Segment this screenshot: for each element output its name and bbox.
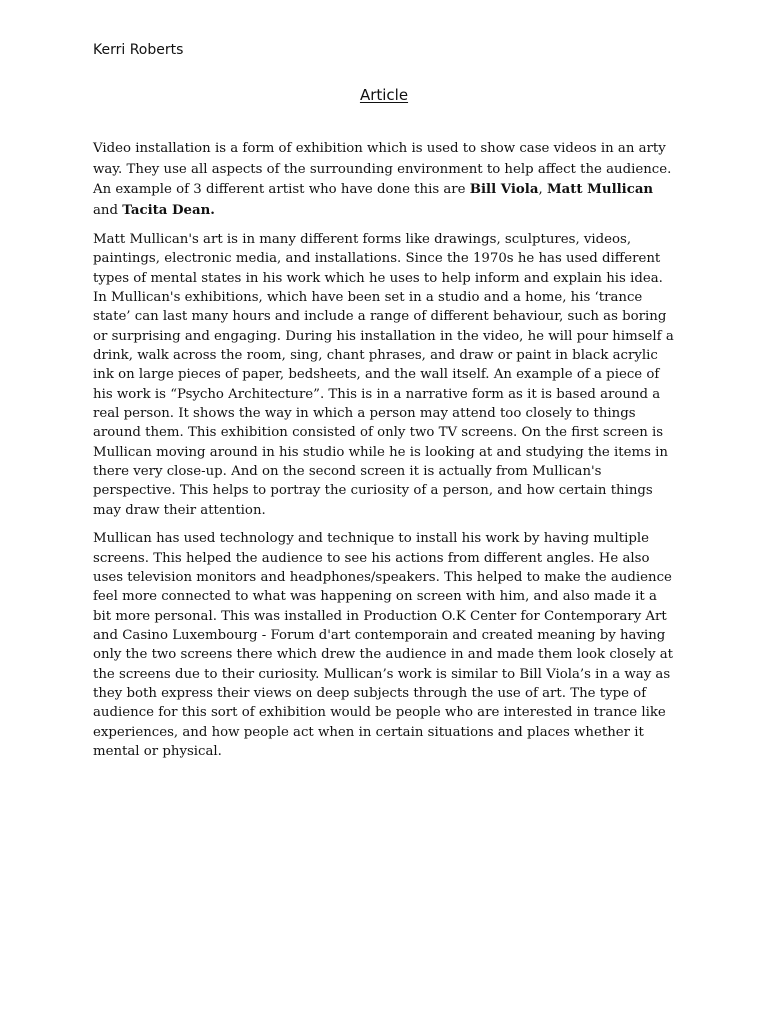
paragraph-mullican-art: Matt Mullican's art is in many different forms like drawings, sculptures, videos, paintings, electronic media, and installations. Since the 1970s he has used different types of mental states in his work which he uses to help inform and explain his idea. In Mullican's exhibitions, which have been set in a studio and a home, his ‘trance state’ can last many hours and include a range of different behaviour, such as boring or surprising and engaging. During his installation in the video, he will pour himself a drink, walk across the room, sing, chant phrases, and draw or paint in black acrylic ink on large pieces of paper, bedsheets, and the wall itself. An example of a piece of his work is “Psycho Architecture”. This is in a narrative form as it is based around a real person. It shows the way in which a person may attend too closely to things around them. This exhibition consisted of only two TV screens. On the first screen is Mullican moving around in his studio while he is looking at and studying the items in there very close-up. And on the second screen it is actually from Mullican's perspective. This helps to portray the curiosity of a person, and how certain things may draw their attention. [93,232,674,518]
artist-bill-viola: Bill Viola [469,182,539,197]
separator-and: and [93,202,123,218]
author-name: Kerri Roberts [93,42,184,58]
intro-text: Video installation is a form of exhibition which is used to show case videos in an arty way. They use all aspects of the surrounding environment to help affect the audience. An example of 3 different artist who have done this are [93,141,672,197]
article-body [93,139,679,770]
separator-comma: , [538,182,547,197]
page-title: Article [359,86,409,104]
paragraph-mullican-technology: Mullican has used technology and technique to install his work by having multiple screens. This helped the audience to see his actions from different angles. He also uses television monitors and headphones/speakers. This helped to make the audience feel more connected to what was happening on screen with him, and also made it a bit more personal. This was installed in Production O.K Center for Contemporary Art and Casino Luxembourg - Forum d'art contemporain and created meaning by having only the two screens there which drew the audience in and made them look closely at the screens due to their curiosity. Mullican’s work is similar to Bill Viola’s in a way as they both express their views on deep subjects through the use of art. The type of audience for this sort of exhibition would be people who are interested in trance like experiences, and how people act when in certain situations and places whether it mental or physical. [93,531,673,759]
artist-matt-mullican: Matt Mullican [546,182,654,197]
paragraph-intro [93,139,679,221]
artist-tacita-dean: Tacita Dean. [122,202,215,218]
